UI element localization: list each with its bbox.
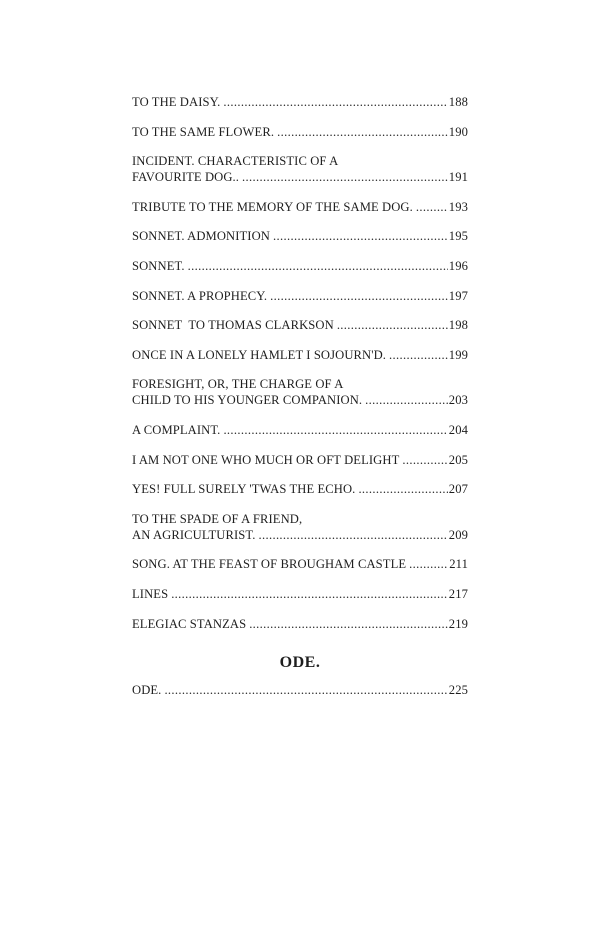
entry-title: A COMPLAINT.: [132, 422, 221, 437]
page-number: 207: [448, 482, 468, 497]
toc-entry-brougham-castle[interactable]: [132, 556, 468, 572]
toc-entry-spade-of-a-friend[interactable]: [132, 511, 468, 543]
entry-title: SONNET. A PROPHECY.: [132, 288, 268, 303]
entry-title: FAVOURITE DOG..: [132, 170, 240, 185]
page-number: 195: [448, 229, 468, 244]
dot-leader: [409, 556, 448, 572]
toc-entry-elegiac-stanzas[interactable]: [132, 616, 468, 632]
toc-entry-sonnet-prophecy[interactable]: [132, 288, 468, 304]
dot-leader: [273, 228, 448, 244]
dot-leader: [365, 392, 448, 408]
entry-title: ELEGIAC STANZAS: [132, 616, 247, 631]
toc-entry-lines[interactable]: [132, 586, 468, 602]
page-number: 188: [448, 95, 468, 109]
toc-entry-lonely-hamlet[interactable]: [132, 347, 468, 363]
section-heading-ode: ODE.: [279, 653, 321, 671]
entry-title: SONNET TO THOMAS CLARKSON: [132, 318, 334, 333]
entry-title: CHILD TO HIS YOUNGER COMPANION.: [132, 393, 363, 408]
toc-entry-a-complaint[interactable]: [132, 422, 468, 438]
toc-entry-sonnet-admonition[interactable]: [132, 228, 468, 244]
dot-leader: [402, 452, 447, 468]
entry-title: TO THE SAME FLOWER.: [132, 124, 275, 139]
page-number: 219: [448, 616, 468, 631]
table-of-contents: [132, 94, 468, 711]
entry-title: YES! FULL SURELY 'TWAS THE ECHO.: [132, 482, 356, 497]
entry-title: SONG. AT THE FEAST OF BROUGHAM CASTLE: [132, 557, 407, 572]
dot-leader: [389, 347, 448, 363]
page-number: 198: [448, 318, 468, 333]
toc-entry-sonnet[interactable]: [132, 258, 468, 274]
entry-title-first-line: FORESIGHT, OR, THE CHARGE OF A: [132, 377, 344, 392]
dot-leader: [242, 169, 448, 185]
dot-leader: [188, 258, 448, 274]
page-number: 204: [448, 422, 468, 437]
dot-leader: [258, 527, 447, 543]
entry-title: ONCE IN A LONELY HAMLET I SOJOURN'D.: [132, 347, 387, 362]
toc-entry-tribute[interactable]: [132, 199, 468, 215]
entry-title: LINES: [132, 586, 169, 601]
entry-title-first-line: INCIDENT. CHARACTERISTIC OF A: [132, 154, 339, 169]
dot-leader: [337, 317, 448, 333]
dot-leader: [358, 481, 447, 497]
page-number: 203: [448, 393, 468, 408]
toc-entry-incident[interactable]: [132, 153, 468, 185]
page-number: 190: [448, 124, 468, 139]
dot-leader: [249, 616, 448, 632]
entry-title: AN AGRICULTURIST.: [132, 527, 256, 542]
page-number: 209: [448, 527, 468, 542]
entry-title-first-line: TO THE SPADE OF A FRIEND,: [132, 511, 303, 526]
page-number: 197: [448, 288, 468, 303]
toc-entry-sonnet-clarkson[interactable]: [132, 317, 468, 333]
dot-leader: [277, 124, 448, 140]
page-number: 205: [448, 452, 468, 467]
page-number: 193: [448, 199, 468, 214]
entry-title: I AM NOT ONE WHO MUCH OR OFT DELIGHT: [132, 452, 400, 467]
toc-entry-the-echo[interactable]: [132, 481, 468, 497]
dot-leader: [223, 94, 447, 110]
page-number: 199: [448, 347, 468, 362]
dot-leader: [164, 682, 447, 698]
dot-leader: [270, 288, 448, 304]
toc-entry-to-the-same-flower[interactable]: [132, 124, 468, 140]
page-number: 191: [448, 170, 468, 185]
entry-title: ODE.: [132, 682, 162, 697]
dot-leader: [416, 199, 448, 215]
toc-entry-foresight[interactable]: [132, 376, 468, 408]
toc-entry-to-the-daisy[interactable]: [132, 94, 468, 110]
page-number: 225: [448, 682, 468, 697]
page-number: 211: [449, 557, 468, 572]
entry-title: SONNET. ADMONITION: [132, 229, 270, 244]
toc-entry-not-one-who[interactable]: [132, 452, 468, 468]
entry-title: TRIBUTE TO THE MEMORY OF THE SAME DOG.: [132, 199, 413, 214]
page-number: 217: [448, 586, 468, 601]
toc-entry-ode[interactable]: [132, 682, 468, 698]
entry-title: TO THE DAISY.: [132, 95, 221, 109]
dot-leader: [171, 586, 448, 602]
entry-title: SONNET.: [132, 258, 185, 273]
page-number: 196: [448, 258, 468, 273]
dot-leader: [223, 422, 447, 438]
